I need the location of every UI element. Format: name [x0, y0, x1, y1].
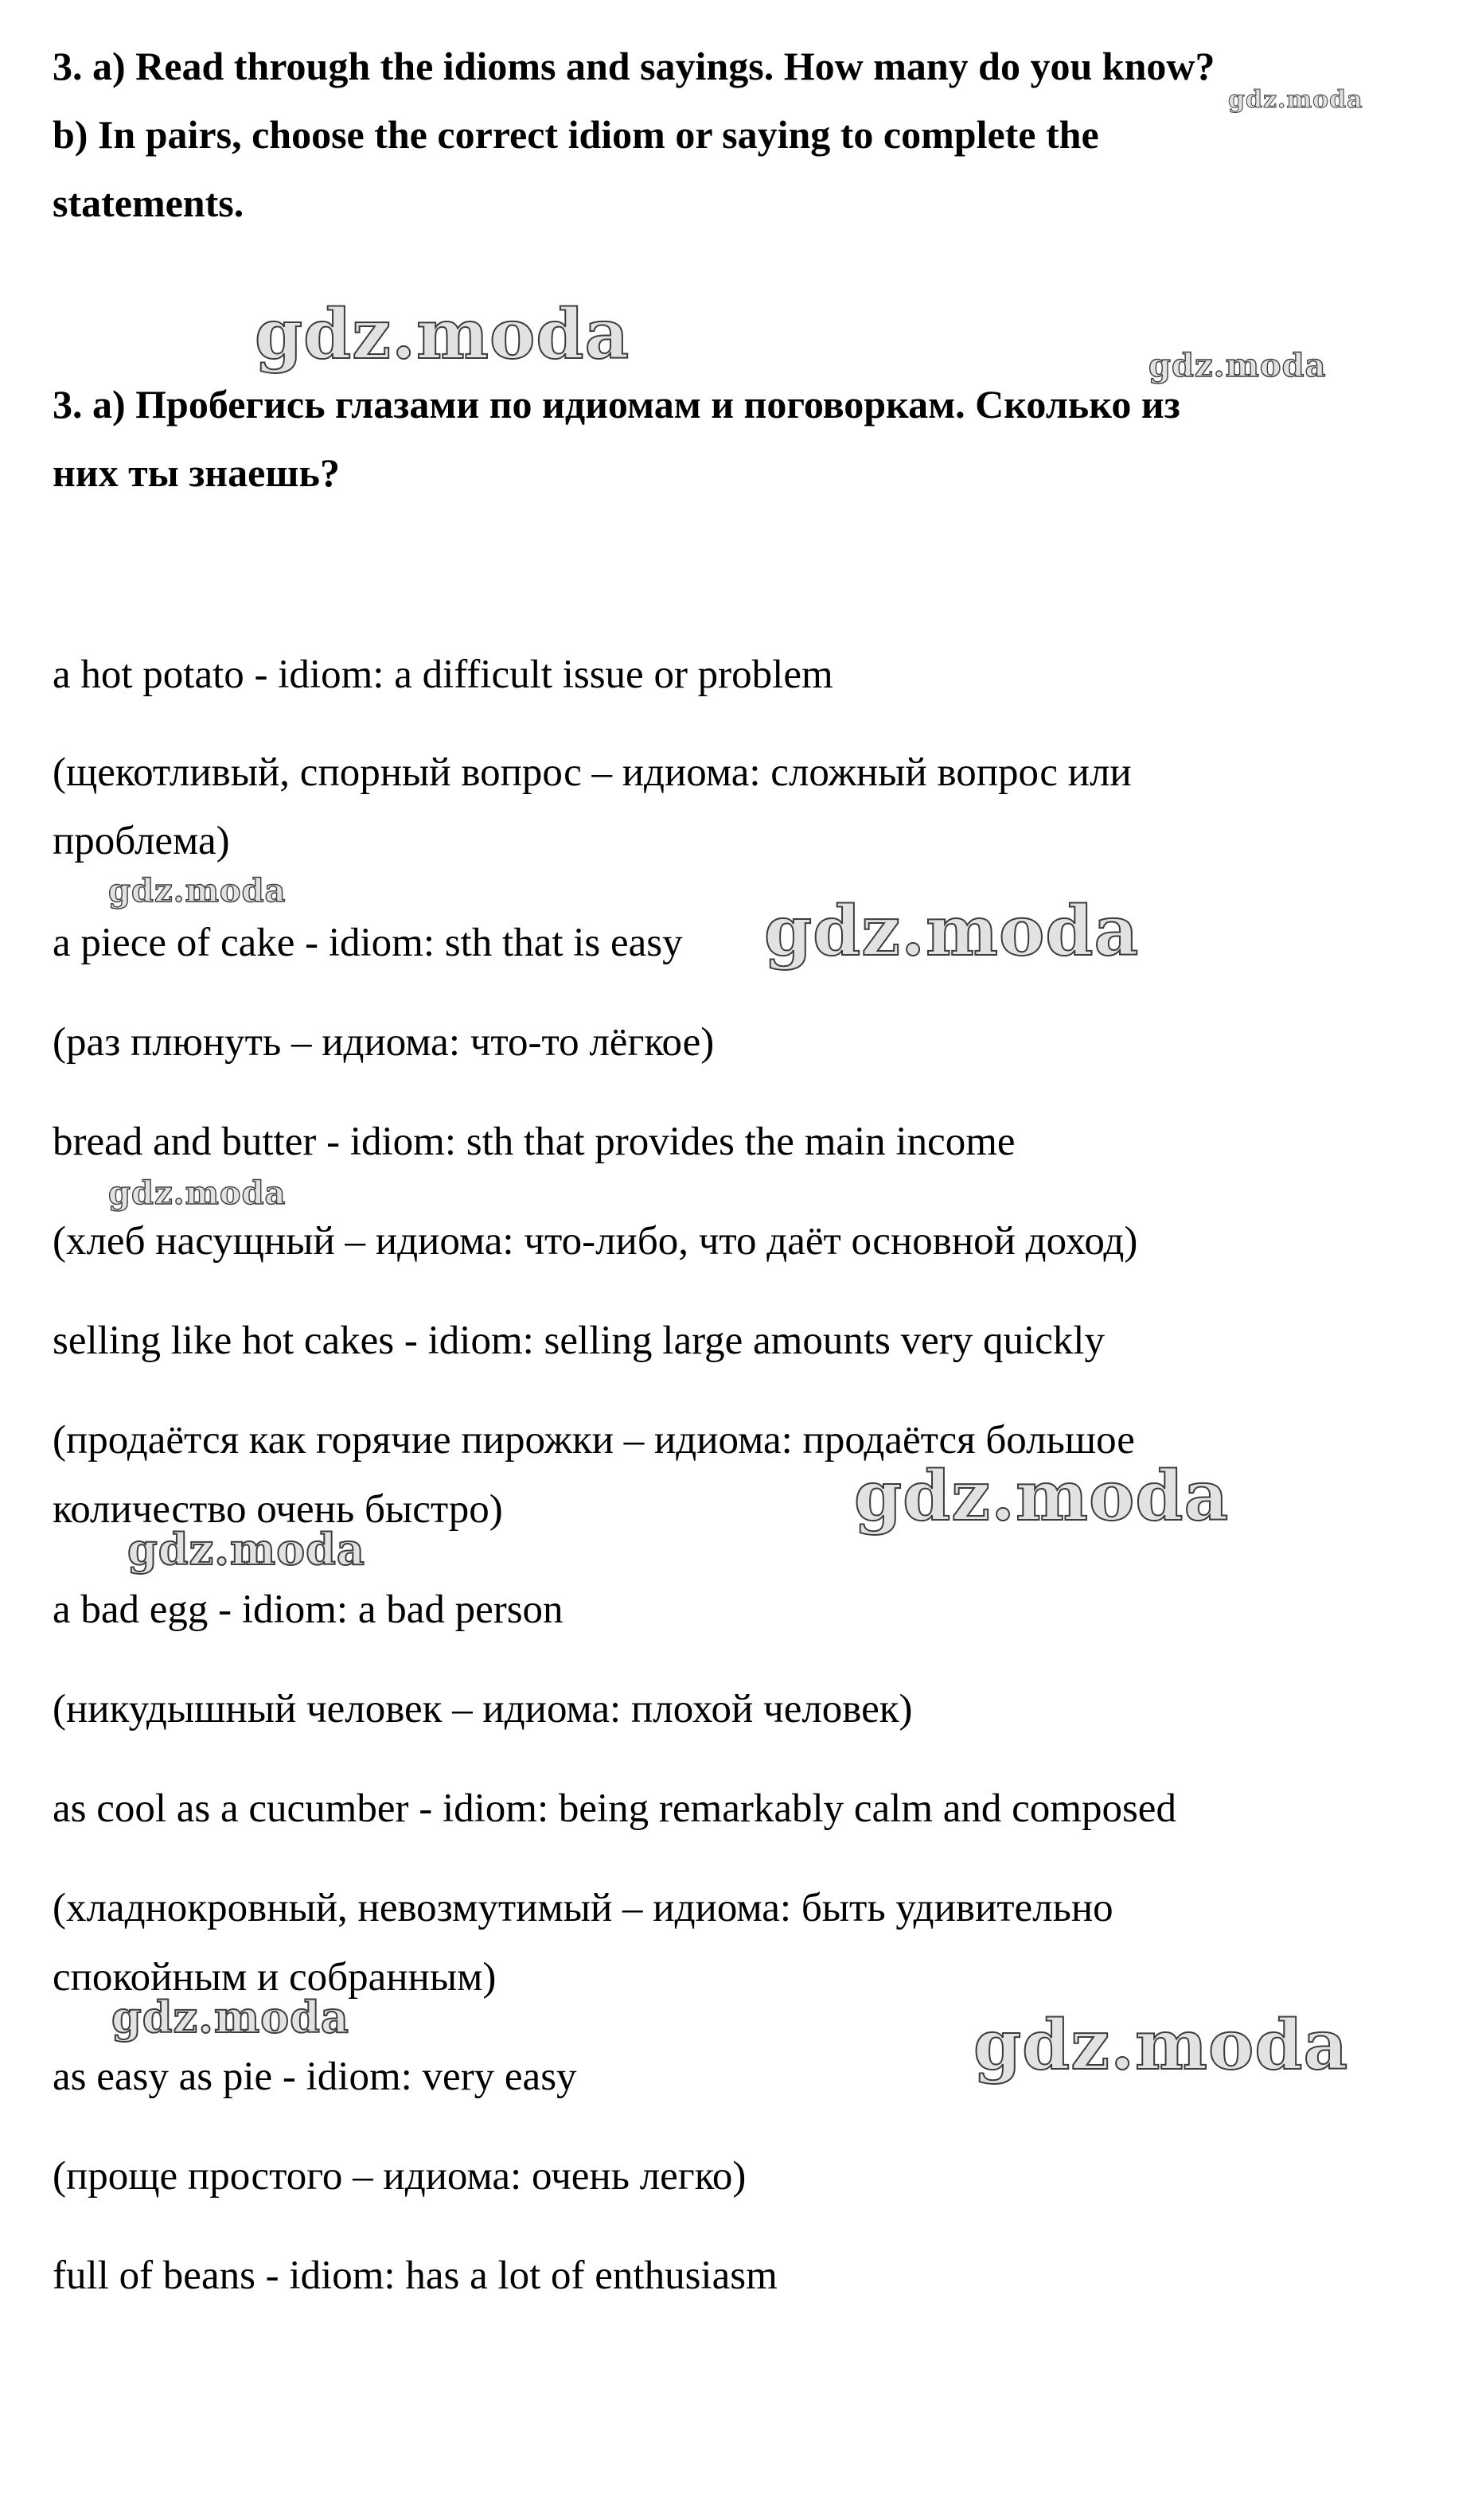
watermark: gdz.moda: [1148, 347, 1327, 384]
watermark: gdz.moda: [108, 872, 287, 909]
idiom-translation-ru-continued: проблема): [53, 819, 230, 863]
task-heading-ru-line-1: 3. a) Пробегись глазами по идиомам и поговоркам. Сколько из: [53, 382, 1180, 426]
task-heading-ru-line-2: них ты знаешь?: [53, 450, 340, 495]
watermark: gdz.moda: [127, 1524, 365, 1575]
watermark: gdz.moda: [854, 1456, 1230, 1537]
watermark: gdz.moda: [108, 1174, 287, 1212]
idiom-translation-ru-continued: спокойным и собранным): [53, 1955, 497, 2000]
idiom-translation-ru: (продаётся как горячие пирожки – идиома: продаётся большое: [53, 1418, 1135, 1463]
task-heading-en-line-1: 3. a) Read through the idioms and sayings. How many do you know?: [53, 44, 1215, 88]
idiom-translation-ru: (хлеб насущный – идиома: что-либо, что даёт основной доход): [53, 1219, 1138, 1264]
idiom-translation-ru: (раз плюнуть – идиома: что-то лёгкое): [53, 1020, 715, 1065]
idiom-definition-en: a piece of cake - idiom: sth that is easy: [53, 921, 683, 965]
watermark: gdz.moda: [111, 1992, 349, 2043]
idiom-definition-en: as cool as a cucumber - idiom: being remarkably calm and composed: [53, 1786, 1176, 1831]
idiom-translation-ru: (проще простого – идиома: очень легко): [53, 2154, 747, 2199]
watermark: gdz.moda: [255, 294, 630, 375]
task-heading-en-line-2: b) In pairs, choose the correct idiom or saying to complete the: [53, 112, 1099, 157]
idiom-translation-ru: (щекотливый, спорный вопрос – идиома: сложный вопрос или: [53, 750, 1132, 795]
idiom-translation-ru: (хладнокровный, невозмутимый – идиома: быть удивительно: [53, 1886, 1113, 1930]
idiom-definition-en: bread and butter - idiom: sth that provides the main income: [53, 1120, 1016, 1164]
idiom-definition-en: a hot potato - idiom: a difficult issue or problem: [53, 652, 833, 697]
watermark: gdz.moda: [1228, 86, 1363, 114]
idiom-definition-en: as easy as pie - idiom: very easy: [53, 2055, 577, 2099]
watermark: gdz.moda: [973, 2005, 1349, 2086]
idiom-definition-en: full of beans - idiom: has a lot of enthusiasm: [53, 2253, 778, 2298]
task-heading-en-line-3: statements.: [53, 181, 244, 225]
idiom-translation-ru: (никудышный человек – идиома: плохой человек): [53, 1687, 913, 1731]
idiom-definition-en: a bad egg - idiom: a bad person: [53, 1587, 564, 1632]
watermark: gdz.moda: [764, 891, 1140, 972]
idiom-translation-ru-continued: количество очень быстро): [53, 1487, 503, 1532]
idiom-definition-en: selling like hot cakes - idiom: selling large amounts very quickly: [53, 1318, 1105, 1363]
